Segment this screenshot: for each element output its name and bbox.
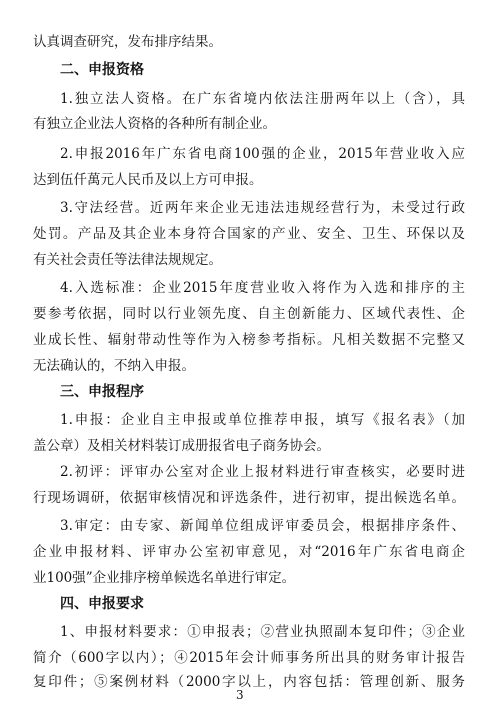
paragraph-line: 有独立企业法人资格的各种所有制企业。	[33, 116, 276, 132]
paragraph-line: 1.申报：企业自主申报或单位推荐申报，填写《报名表》（加	[60, 412, 465, 428]
paragraph-line: 简介（600字以内）；④2015年会计师事务所出具的财务审计报告	[33, 650, 465, 666]
paragraph-line: 企业申报材料、评审办公室初审意见，对“2016年广东省电商企	[33, 544, 465, 560]
paragraph-line: 处罚。产品及其企业本身符合国家的产业、安全、卫生、环保以及	[33, 226, 465, 242]
paragraph-line: 行现场调研，依据审核情况和评选条件，进行初审，提出候选名单。	[33, 490, 465, 506]
paragraph-line: 要参考依据，同时以行业领先度、自主创新能力、区域代表性、企	[33, 306, 465, 322]
paragraph-line: 1.独立法人资格。在广东省境内依法注册两年以上（含），具	[60, 91, 465, 107]
paragraph-line: 有关社会责任等法律法规规定。	[33, 252, 222, 268]
paragraph-line: 2.申报2016年广东省电商100强的企业，2015年营业收入应	[60, 146, 465, 162]
paragraph-line: 2.初评：评审办公室对企业上报材料进行审查核实，必要时进	[60, 464, 465, 480]
paragraph-line: 盖公章）及相关材料装订成册报省电子商务协会。	[33, 438, 330, 454]
section-heading-qualification: 二、申报资格	[60, 62, 144, 78]
paragraph-line: 业成长性、辐射带动性等作为入榜参考指标。凡相关数据不完整又	[33, 332, 465, 348]
page-number: 3	[236, 688, 244, 702]
paragraph-line: 业100强”企业排序榜单候选名单进行审定。	[33, 570, 296, 586]
paragraph-line: 认真调查研究，发布排序结果。	[33, 34, 222, 50]
paragraph-line: 3.守法经营。近两年来企业无违法违规经营行为，未受过行政	[60, 200, 465, 216]
paragraph-line: 4.入选标准：企业2015年度营业收入将作为入选和排序的主	[60, 280, 465, 296]
paragraph-line: 3.审定：由专家、新闻单位组成评审委员会，根据排序条件、	[60, 518, 465, 534]
paragraph-line: 达到伍仟萬元人民币及以上方可申报。	[33, 172, 263, 188]
section-heading-requirements: 四、申报要求	[60, 596, 144, 612]
paragraph-line: 复印件；⑤案例材料（2000字以上，内容包括：管理创新、服务	[33, 674, 465, 690]
section-heading-procedure: 三、申报程序	[60, 384, 144, 400]
paragraph-line: 1、申报材料要求：①申报表；②营业执照副本复印件；③企业	[60, 624, 465, 640]
paragraph-line: 无法确认的，不纳入申报。	[33, 358, 195, 374]
